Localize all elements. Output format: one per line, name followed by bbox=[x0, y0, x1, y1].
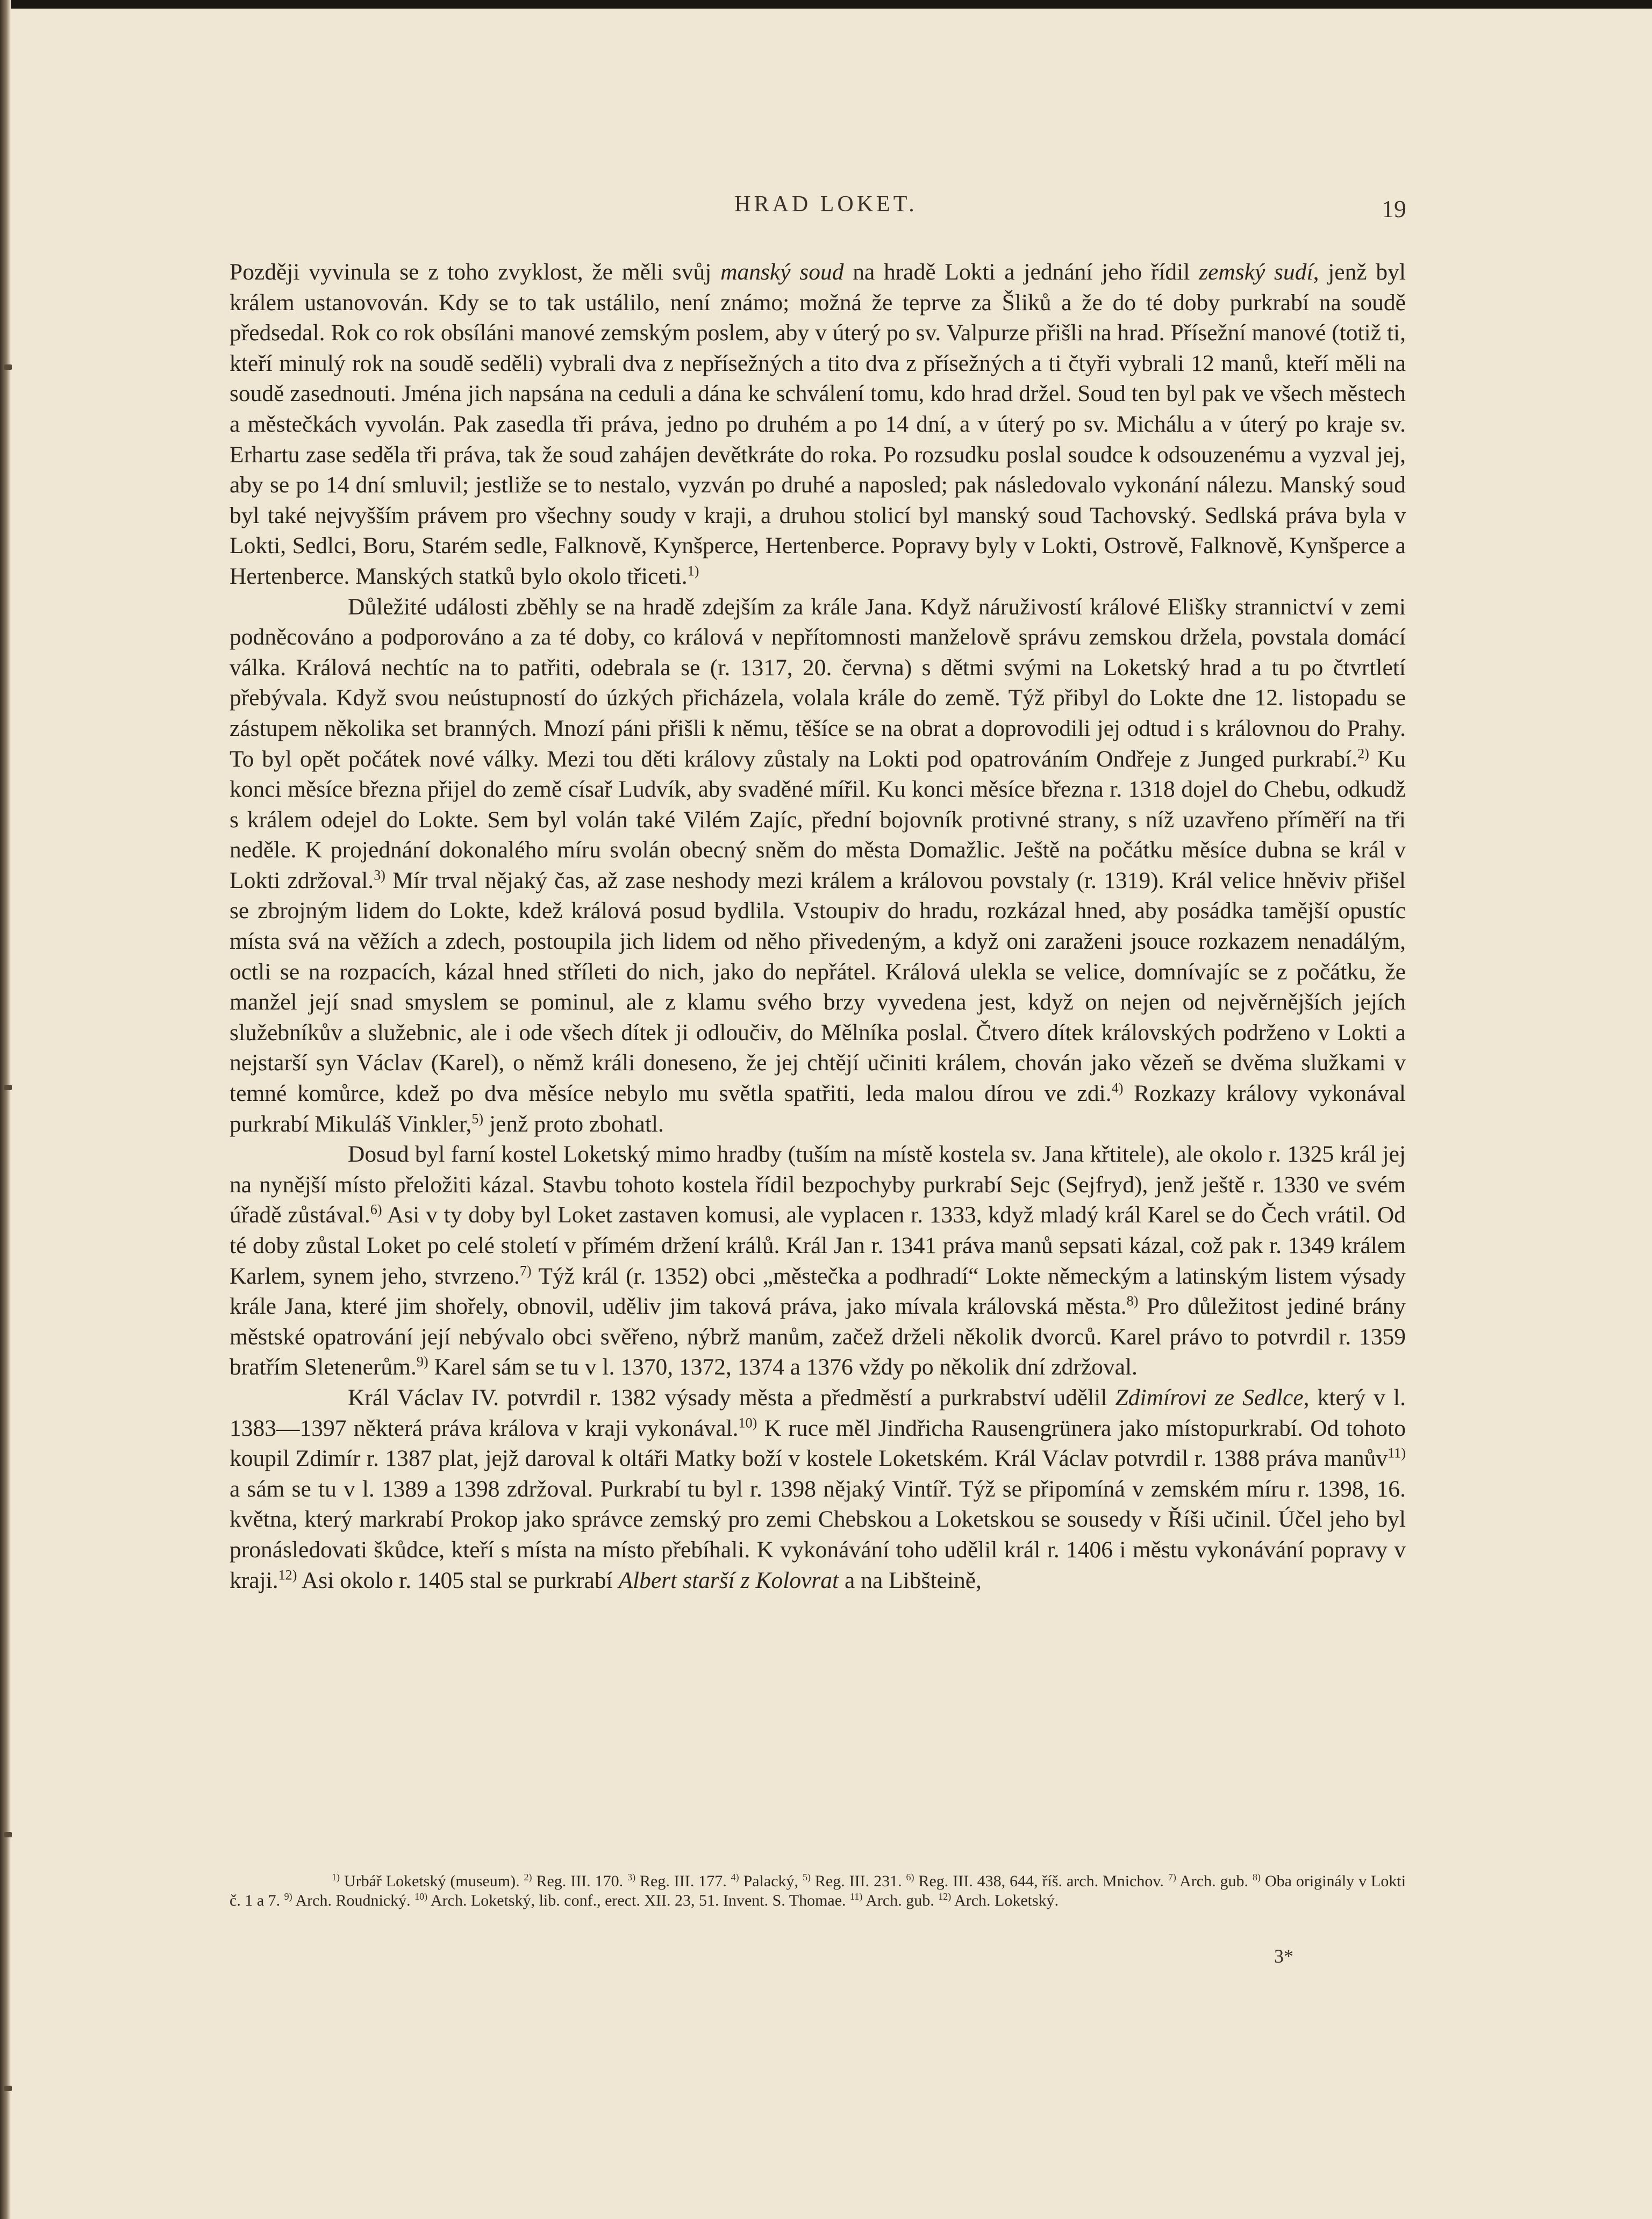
footnote-ref: 1) bbox=[687, 563, 699, 579]
text-run: Arch. Roudnický. bbox=[292, 1892, 415, 1909]
text-run: , jenž byl králem ustanovován. Kdy se to tak ustálilo, není známo; možná že teprve za Šliků a že do té doby purkrabí na soudě předsedal. Rok co rok obsíláni manové zemským poslem, aby v úterý po sv. Valpurze přišli na hrad. Přísežní manové (totiž ti, kteří minulý rok na soudě seděli) vybrali dva z nepřísežných a tito dva z přísežných a ti čtyři vybrali 12 manů, kteří měli na soudě zasednouti. Jména jich napsána na ceduli a dána ke schválení tomu, kdo hrad držel. Soud ten byl pak ve všech městech a městečkách vyvolán. Pak zasedla tři práva, jedno po druhém a po 14 dní, a v úterý po sv. Michálu a v úterý po kraje sv. Erhartu zase seděla tři práva, tak že soud zahájen devětkráte do roka. Po rozsudku poslal soudce k odsouzenému a vyzval jej, aby se po 14 dní smluvil; jestliže se to nestalo, vyzván po druhé a naposled; pak následovalo vykonání nálezu. Manský soud byl také nejvyšším právem pro všechny soudy v kraji, a druhou stolicí byl manský soud Tachovský. Sedlská práva byla v Lokti, Sedlci, Boru, Starém sedle, Falknově, Kynšperce, Hertenberce. Popravy byly v Lokti, Ostrově, Falknově, Kynšperce a Hertenberce. Manských statků bylo okolo třiceti. bbox=[230, 259, 1406, 589]
text-run: Reg. III. 177. bbox=[635, 1872, 731, 1890]
footnote-ref: 12) bbox=[938, 1891, 952, 1902]
footnote-ref: 6) bbox=[906, 1872, 914, 1882]
footnote-ref: 2) bbox=[524, 1872, 532, 1882]
margin-mark bbox=[4, 364, 12, 370]
footnote-ref: 11) bbox=[1388, 1445, 1406, 1461]
text-run: Reg. III. 231. bbox=[810, 1872, 906, 1890]
footnote-ref: 4) bbox=[1111, 1080, 1124, 1096]
paragraph bbox=[230, 592, 1406, 1140]
footnotes bbox=[230, 1872, 1406, 1910]
text-run: Ku konci měsíce března přijel do země císař Ludvík, aby svaděné mířil. Ku konci měsíce března r. 1318 dojel do Chebu, odkudž s králem odejel do Lokte. Sem byl volán také Vilém Zajíc, přední bojovník protivné strany, s níž uzavřeno příměří na tři neděle. K projednání dokonalého míru svolán obecný sněm do města Domažlic. Ještě na počátku měsíce dubna se král v Lokti zdržoval. bbox=[230, 746, 1406, 893]
text-run: Král Václav IV. potvrdil r. 1382 výsady města a předměstí a purkrabství udělil bbox=[348, 1384, 1115, 1411]
text-run: a na Libšteině, bbox=[839, 1567, 982, 1593]
page-number: 19 bbox=[1382, 195, 1406, 223]
footnote-ref: 5) bbox=[471, 1111, 484, 1127]
text-run: , který v l. 1383—1397 některá práva králova v kraji vykonával. bbox=[230, 1384, 1406, 1441]
text-run: jenž proto zbohatl. bbox=[483, 1111, 664, 1137]
text-run: Reg. III. 170. bbox=[532, 1872, 628, 1890]
printer-signature-mark: 3* bbox=[1274, 1945, 1293, 1967]
footnote-ref: 4) bbox=[731, 1872, 739, 1882]
text-run: Důležité události zběhly se na hradě zdejším za krále Jana. Když náruživostí králové Elišky strannictví v zemi podněcováno a podporováno a za té doby, co králová v nepřítomnosti manželově správu zemskou držela, povstala domácí válka. Králová nechtíc na to patřiti, odebrala se (r. 1317, 20. června) s dětmi svými na Loketský hrad a tu po čtvrtletí přebývala. Když svou neústupností do úzkých přicházela, volala krále do země. Týž přibyl do Lokte dne 12. listopadu se zástupem několika set branných. Mnozí páni přišli k němu, těšíce se na obrat a doprovodili jej odtud i s královnou do Prahy. To byl opět počátek nové války. Mezi tou děti královy zůstaly na Lokti pod opatrováním Ondřeje z Junged purkrabí. bbox=[230, 593, 1406, 772]
text-run: a sám se tu v l. 1389 a 1398 zdržoval. Purkrabí tu byl r. 1398 nějaký Vintíř. Týž se připomíná v zemském míru r. 1398, 16. května, který markrabí Prokop jako správce zemský pro zemi Chebskou a Loketskou se sousedy v Říši učinil. Účel jeho byl pronásledovati škůdce, kteří s místa na místo přebíhali. K vykonávání toho udělil král r. 1406 i městu vykonávání popravy v kraji. bbox=[230, 1476, 1406, 1593]
footnote-ref: 7) bbox=[1168, 1872, 1176, 1882]
footnote-ref: 10) bbox=[738, 1415, 757, 1431]
footnote-ref: 3) bbox=[374, 867, 385, 883]
footnote-ref: 9) bbox=[416, 1354, 428, 1370]
text-run: Pro důležitost jediné brány městské opatrování její nebývalo obci svěřeno, nýbrž manům, začež drželi několik dvorců. Karel právo to potvrdil r. 1359 bratřím Sletenerům. bbox=[230, 1293, 1406, 1380]
text-run: Palacký, bbox=[739, 1872, 803, 1890]
footnote-ref: 2) bbox=[1357, 746, 1369, 761]
footnote-ref: 1) bbox=[332, 1872, 340, 1882]
text-run: Rozkazy královy vykonával purkrabí Mikuláš Vinkler, bbox=[230, 1080, 1406, 1137]
text-run: Arch. gub. bbox=[862, 1892, 939, 1909]
footnote-ref: 11) bbox=[850, 1891, 863, 1902]
footnote-ref: 3) bbox=[627, 1872, 636, 1882]
text-run: K ruce měl Jindřicha Rausengrünera jako místopurkrabí. Od tohoto koupil Zdimír r. 1387 plat, jejž daroval k oltáři Matky boží v kostele Loketském. Král Václav potvrdil r. 1388 práva manův bbox=[230, 1415, 1406, 1472]
scan-top-border bbox=[0, 0, 1652, 9]
italic-text: zemský sudí bbox=[1199, 259, 1313, 285]
text-run: Karel sám se tu v l. 1370, 1372, 1374 a 1376 vždy po několik dní zdržoval. bbox=[428, 1354, 1138, 1380]
footnote-text bbox=[230, 1872, 1406, 1910]
paragraph bbox=[230, 1139, 1406, 1383]
footnote-ref: 9) bbox=[284, 1891, 292, 1902]
footnote-ref: 8) bbox=[1253, 1872, 1261, 1882]
running-head: HRAD LOKET. bbox=[734, 192, 918, 217]
text-run: Oba originály v Lokti č. 1 a 7. bbox=[230, 1872, 1406, 1909]
text-run: Arch. Loketský. bbox=[951, 1892, 1059, 1909]
text-run: Dosud byl farní kostel Loketský mimo hradby (tuším na místě kostela sv. Jana křtitele), ale okolo r. 1325 král jej na nynější místo přeložiti kázal. Stavbu tohoto kostela řídil bezpochyby purkrabí Sejc (Sejfryd), jenž ještě r. 1330 ve svém úřadě zůstával. bbox=[230, 1141, 1406, 1228]
text-run: Reg. III. 438, 644, říš. arch. Mnichov. bbox=[914, 1872, 1168, 1890]
text-run: na hradě Lokti a jednání jeho řídil bbox=[843, 259, 1199, 285]
margin-mark bbox=[4, 1085, 12, 1090]
margin-mark bbox=[4, 1832, 12, 1837]
footnote-ref: 8) bbox=[1126, 1293, 1139, 1309]
paragraph bbox=[230, 257, 1406, 592]
scan-left-border bbox=[0, 0, 11, 2219]
italic-text: Albert starší z Kolovrat bbox=[618, 1567, 839, 1593]
text-run: Asi okolo r. 1405 stal se purkrabí bbox=[297, 1567, 619, 1593]
text-run: Týž král (r. 1352) obci „městečka a podhradí“ Lokte německým a latinským listem výsady krále Jana, které jim shořely, obnovil, uděliv jim taková práva, jako mívala královská města. bbox=[230, 1263, 1406, 1320]
text-run: Mír trval nějaký čas, až zase neshody mezi králem a královou povstaly (r. 1319). Král velice hněviv přišel se zbrojným lidem do Lokte, kdež králová posud bydlila. Vstoupiv do hradu, rozkázal hned, aby posádka tamější opustíc místa svá na věžích a zdech, postoupila jich lidem od něho přivedeným, a když oni zaraženi jsouce rozkazem nenadálým, octli se na rozpacích, kázal hned střílеti do nich, jako do nepřátel. Králová ulekla se velice, domnívajíc se z počátku, že manžel její snad smyslem se pominul, ale z klamu svého brzy vyvedena jest, když on nejen od nejvěrnějších jejích služebníkův a služebnic, ale i ode všech dítek ji odloučiv, do Mělníka poslal. Čtvero dítek královských podrženo v Lokti a nejstarší syn Václav (Karel), o němž králi doneseno, že jej chtějí učiniti králem, chován jako vězeň se dvěma služkami v temné komůrce, kdež po dva měsíce nebylo mu světla spatřiti, leda malou dírou ve zdi. bbox=[230, 867, 1406, 1107]
margin-mark bbox=[4, 2086, 12, 2091]
footnote-ref: 10) bbox=[414, 1891, 428, 1902]
text-run: Urbář Loketský (museum). bbox=[340, 1872, 524, 1890]
italic-text: Zdimírovi ze Sedlce bbox=[1115, 1384, 1304, 1411]
text-run: Arch. gub. bbox=[1176, 1872, 1253, 1890]
footnote-ref: 5) bbox=[802, 1872, 811, 1882]
body-text bbox=[230, 257, 1406, 1595]
footnote-ref: 6) bbox=[370, 1201, 382, 1218]
italic-text: manský soud bbox=[720, 259, 844, 285]
footnote-ref: 12) bbox=[278, 1567, 297, 1583]
footnote-ref: 7) bbox=[519, 1263, 532, 1279]
paragraph bbox=[230, 1383, 1406, 1595]
text-run: Asi v ty doby byl Loket zastaven komusi, ale vyplacen r. 1333, když mladý král Karel se do Čech vrátil. Od té doby zůstal Loket po celé století v přímém držení králů. Král Jan r. 1341 práva manů sepsati kázal, což pak r. 1349 králem Karlem, synem jeho, stvrzeno. bbox=[230, 1202, 1406, 1289]
text-run: Arch. Loketský, lib. conf., erect. XII. 23, 51. Invent. S. Thomae. bbox=[427, 1892, 850, 1909]
text-run: Později vyvinula se z toho zvyklost, že měli svůj bbox=[230, 259, 721, 285]
